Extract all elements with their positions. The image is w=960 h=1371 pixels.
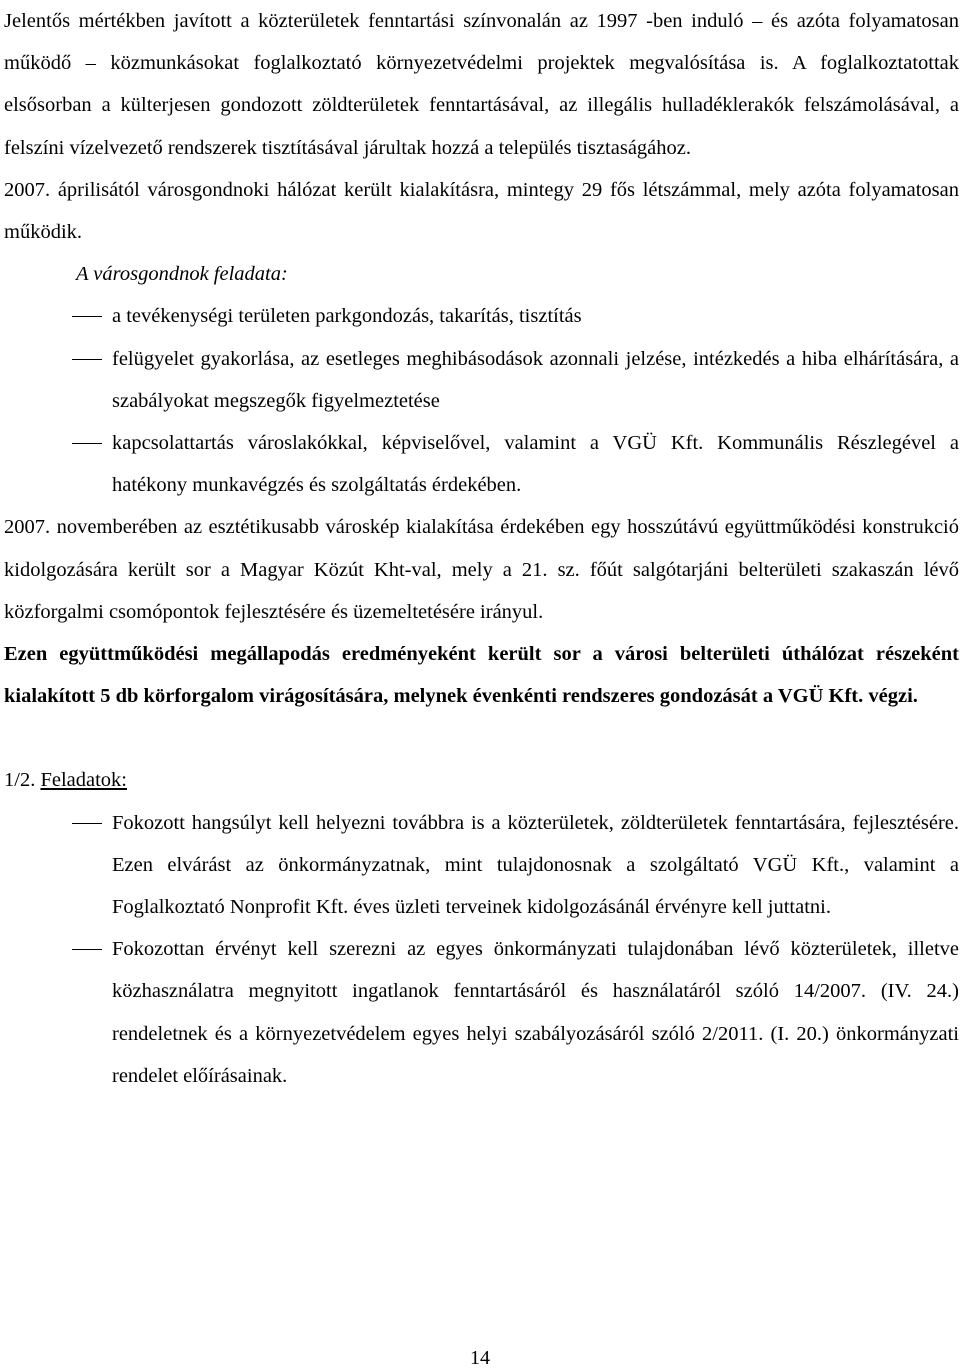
document-page	[4, 0, 959, 1097]
list-item-text: Fokozott hangsúlyt kell helyezni továbbra is a közterületek, zöldterületek fenntartására, fejlesztésére. Ezen elvárást az önkormányzatnak, mint tulajdonosnak a szolgáltató VGÜ Kft., valamint a Foglalkoztató Nonprofit Kft. éves üzleti terveinek kidolgozásánál érvényre kell juttatni.	[112, 811, 959, 919]
paragraph-roundabout-bold: Ezen együttműködési megállapodás eredményeként került sor a városi belterületi úthálózat részeként kialakított 5 db körforgalom virágosítására, melynek évenkénti rendszeres gondozását a VGÜ Kft. végzi.	[4, 643, 959, 708]
list-item-text: felügyelet gyakorlása, az esetleges meghibásodások azonnali jelzése, intézkedés a hiba elhárítására, a szabályokat megszegők figyelmeztetése	[112, 347, 959, 412]
dash-bullet-icon	[72, 359, 102, 360]
list-item	[4, 295, 959, 337]
list-item-text: kapcsolattartás városlakókkal, képviselővel, valamint a VGÜ Kft. Kommunális Részlegével a hatékony munkavégzés és szolgáltatás érdekében.	[112, 432, 959, 497]
list-item	[4, 802, 959, 929]
dash-bullet-icon	[72, 316, 102, 317]
paragraph-road-cooperation: 2007. novemberében az esztétikusabb városkép kialakítása érdekében egy hosszútávú együttműködési konstrukció kidolgozására került sor a Magyar Közút Kht-val, mely a 21. sz. főút salgótarjáni belterületi szakaszán lévő közforgalmi csomópontok fejlesztésére és üzemeltetésére irányul.	[4, 516, 959, 623]
section-heading	[4, 759, 959, 801]
spacer	[4, 717, 959, 759]
list-item-text: Fokozottan érvényt kell szerezni az egyes önkormányzati tulajdonában lévő közterületek, illetve közhasználatra megnyitott ingatlanok fenntartásáról és használatáról szóló 14/2007. (IV. 24.) rendeletnek és a környezetvédelem egyes helyi szabályozásáról szóló 2/2011. (I. 20.) önkormányzati rendelet előírásainak.	[112, 938, 959, 1087]
list-item-text: a tevékenységi területen parkgondozás, takarítás, tisztítás	[112, 305, 582, 328]
list-item	[4, 928, 959, 1097]
list-item	[4, 422, 959, 506]
section-number: 1/2.	[4, 769, 36, 792]
paragraph-public-works: Jelentős mértékben javított a közterületek fenntartási színvonalán az 1997 -ben induló – és azóta folyamatosan működő – közmunkásokat foglalkoztató környezetvédelmi projektek megvalósítása is. A foglalkoztatottak elsősorban a külterjesen gondozott zöldterületek fenntartásával, az illegális hulladéklerakók felszámolásával, a felszíni vízelvezető rendszerek tisztításával járultak hozzá a település tisztaságához.	[4, 10, 959, 159]
duties-heading: A városgondnok feladata:	[76, 263, 288, 286]
dash-bullet-icon	[72, 823, 102, 824]
dash-bullet-icon	[72, 949, 102, 950]
section-title: Feladatok:	[40, 769, 127, 792]
paragraph-caretaker-network: 2007. áprilisától városgondnoki hálózat került kialakításra, mintegy 29 fős létszámmal, mely azóta folyamatosan működik.	[4, 178, 959, 244]
list-item	[4, 338, 959, 422]
page-number: 14	[470, 1347, 490, 1369]
dash-bullet-icon	[72, 443, 102, 444]
